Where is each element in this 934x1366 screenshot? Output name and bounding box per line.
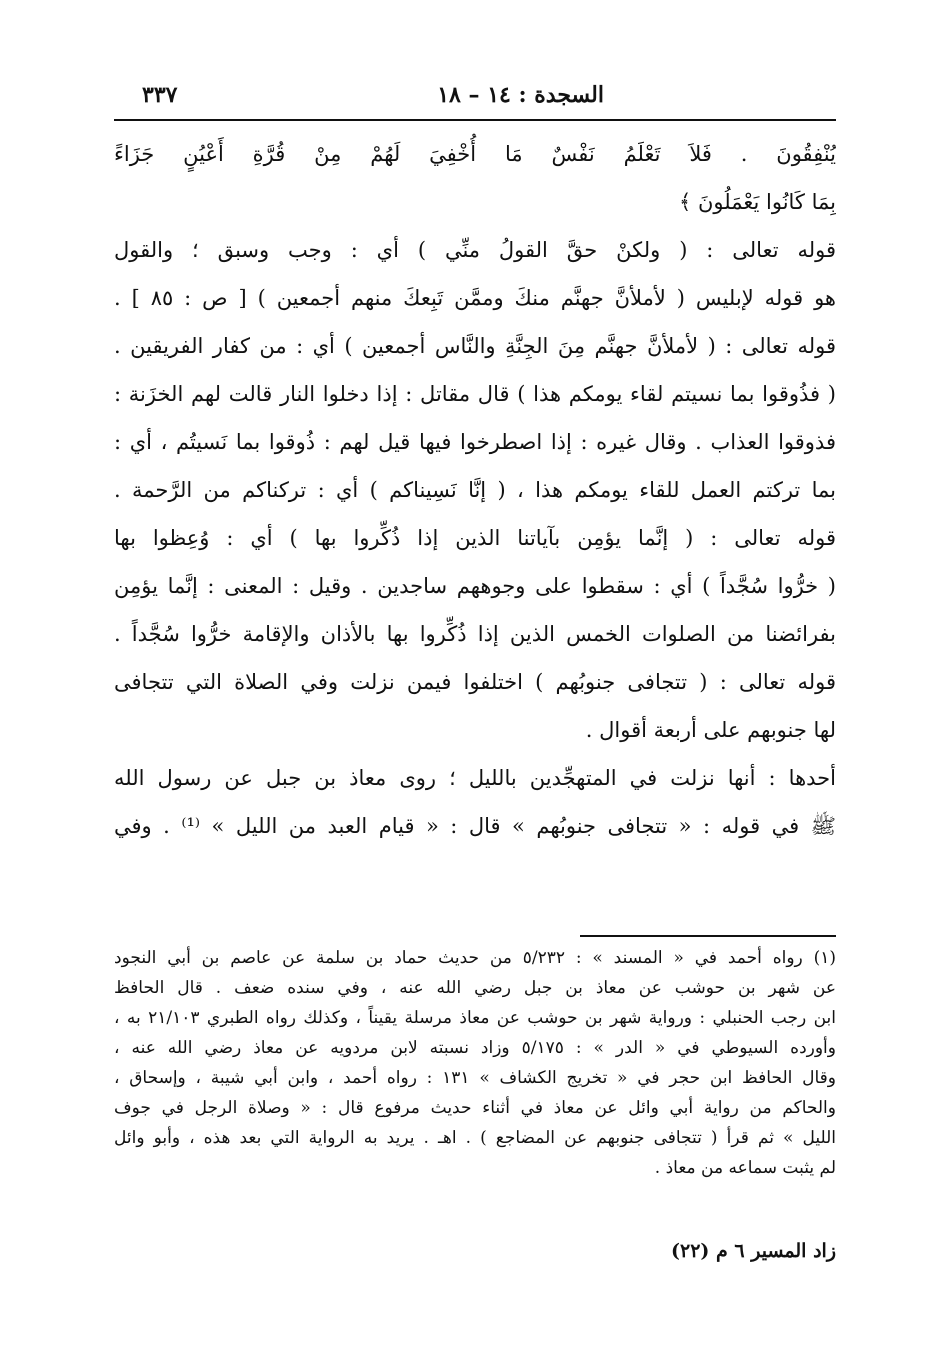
footnote-line: وقال الحافظ ابن حجر في « تخريج الكشاف » ١٣١ : رواه أحمد ، وابن أبي شيبة ، وإسحاق ، xyxy=(114,1068,836,1088)
footnote-line: الليل » ثم قرأ ( تتجافى جنوبهم عن المضاجع ) . اهـ . يريد به الرواية التي بعد هذه ، وأبو وائل xyxy=(114,1128,836,1148)
text-line: قوله تعالى : ( إنَّما يؤمِن بآياتنا الذين إذا ذُكِّروا بها ) أي : وُعِظوا بها xyxy=(114,526,836,550)
text-line: لها جنوبهم على أربعة أقوال . xyxy=(585,718,836,742)
footnote-line: (١) رواه أحمد في « المسند » : ٥/٢٣٢ من حديث حماد بن سلمة عن عاصم بن أبي النجود xyxy=(114,948,836,968)
text-line: بفرائضنا من الصلوات الخمس الذين إذا ذُكِّروا بها بالأذان والإقامة خرُّوا سُجَّداً . xyxy=(114,622,836,646)
footnote-rule xyxy=(580,935,836,937)
footnote-line: ابن رجب الحنبلي : ورواية شهر بن حوشب عن معاذ مرسلة يقيناً ، وكذلك رواه الطبري ٢١/١٠٣ به ، xyxy=(114,1008,836,1028)
running-header xyxy=(118,78,834,112)
footnote-line: عن شهر بن حوشب عن معاذ بن جبل رضي الله عنه ، وفي سنده ضعف . قال الحافظ xyxy=(114,978,836,998)
footnote-line: لم يثبت سماعه من معاذ . xyxy=(654,1158,836,1178)
text-line: ﷺ في قوله : « تتجافى جنوبُهم » قال : « قيام العبد من الليل » ⁽¹⁾ . وفي xyxy=(114,814,836,838)
footnote-line: وأورده السيوطي في « الدر » : ٥/١٧٥ وزاد نسبته لابن مردويه عن معاذ رضي الله عنه ، xyxy=(114,1038,836,1058)
text-line: قوله تعالى : ( تتجافى جنوبُهم ) اختلفوا فيمن نزلت وفي الصلاة التي تتجافى xyxy=(114,670,836,694)
main-text xyxy=(114,130,836,850)
text-line: هو قوله لإبليس ( لأملأنَّ جهنَّم منكَ وممَّن تَبِعكَ منهم أجمعين ) [ ص : ٨٥ ] . xyxy=(114,286,836,310)
signature-mark: زاد المسير ٦ م (٢٢) xyxy=(671,1240,836,1262)
text-line: بِمَا كَانُوا يَعْمَلُونَ ﴾ xyxy=(679,190,836,214)
footnote-line: والحاكم من رواية أبي وائل عن معاذ في أثناء حديث مرفوع قال : « وصلاة الرجل في جوف xyxy=(114,1098,836,1118)
text-line: ( خرُّوا سُجَّداً ) أي : سقطوا على وجوههم ساجدين . وقيل : المعنى : إنَّما يؤمِن xyxy=(114,574,836,598)
text-line: قوله تعالى : ( ولكنْ حقَّ القولُ منِّي ) أي : وجب وسبق ؛ والقول xyxy=(114,238,836,262)
text-line: قوله تعالى : ( لأملأنَّ جهنَّم مِنَ الجِنَّةِ والنَّاس أجمعين ) أي : من كفار الفريقين . xyxy=(114,334,836,358)
text-line: بما تركتم العمل للقاء يومكم هذا ، ( إنَّا نَسِيناكم ) أي : تركناكم من الرَّحمة . xyxy=(114,478,836,502)
header-rule xyxy=(114,119,836,121)
text-line: فذوقوا العذاب . وقال غيره : إذا اصطرخوا فيها قيل لهم : ذُوقوا بما نَسيتُم ، أي : xyxy=(114,430,836,454)
text-line: ( فذُوقوا بما نسيتم لقاء يومكم هذا ) قال مقاتل : إذا دخلوا النار قالت لهم الخزَنة : xyxy=(114,382,836,406)
text-line: يُنْفِقُونَ . فَلاَ تَعْلَمُ نَفْسٌ مَا أُخْفِيَ لَهُمْ مِنْ قُرَّةِ أَعْيُنٍ جَزَاءً xyxy=(114,142,836,166)
page-number: ٣٣٧ xyxy=(142,82,178,108)
text-line: أحدها : أنها نزلت في المتهجِّدين بالليل ؛ روى معاذ بن جبل عن رسول الله xyxy=(114,766,836,790)
footnotes xyxy=(114,943,836,1183)
chapter-title: السجدة : ١٤ – ١٨ xyxy=(437,82,604,108)
